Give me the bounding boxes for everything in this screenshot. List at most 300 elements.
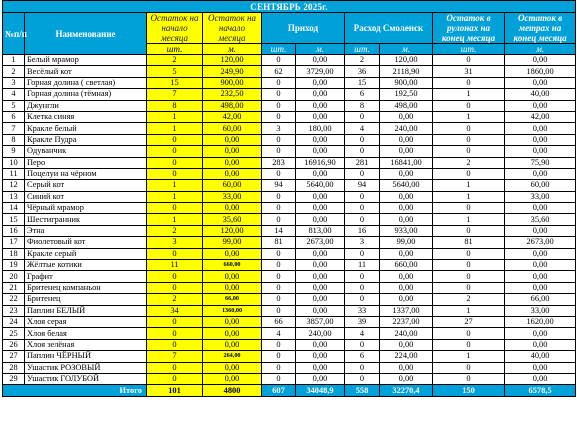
row-end-rolls[interactable]: 0 xyxy=(433,339,505,350)
subheader-unit[interactable]: шт. xyxy=(262,44,296,55)
row-name[interactable]: Паплин ЧЁРНЫЙ xyxy=(25,351,147,362)
row-end-rolls[interactable]: 0 xyxy=(433,328,505,339)
row-outgo-m[interactable]: 2118,90 xyxy=(380,66,433,77)
row-end-rolls[interactable]: 0 xyxy=(433,100,505,111)
row-start-m[interactable]: 120,00 xyxy=(203,225,262,236)
row-income-qty[interactable]: 0 xyxy=(262,55,296,66)
row-income-m[interactable]: 0,00 xyxy=(296,351,345,362)
row-name[interactable]: Бритенец xyxy=(25,294,147,305)
row-outgo-qty[interactable]: 39 xyxy=(345,316,380,327)
row-income-qty[interactable]: 0 xyxy=(262,146,296,157)
row-income-qty[interactable]: 0 xyxy=(262,294,296,305)
row-income-m[interactable]: 0,00 xyxy=(296,89,345,100)
row-number[interactable]: 4 xyxy=(3,89,25,100)
row-end-m[interactable]: 1620,00 xyxy=(505,316,576,327)
row-name[interactable]: Ушастик РОЗОВЫЙ xyxy=(25,362,147,373)
row-outgo-m[interactable]: 0,00 xyxy=(380,134,433,145)
row-outgo-m[interactable]: 0,00 xyxy=(380,191,433,202)
row-outgo-qty[interactable]: 15 xyxy=(345,77,380,88)
row-start-qty[interactable]: 2 xyxy=(147,55,203,66)
row-end-m[interactable]: 0,00 xyxy=(505,271,576,282)
row-start-m[interactable]: 42,00 xyxy=(203,111,262,122)
row-end-rolls[interactable]: 27 xyxy=(433,316,505,327)
row-income-m[interactable]: 0,00 xyxy=(296,77,345,88)
row-outgo-m[interactable]: 900,00 xyxy=(380,77,433,88)
row-start-qty[interactable]: 0 xyxy=(147,282,203,293)
row-start-qty[interactable]: 1 xyxy=(147,191,203,202)
header-start-m[interactable]: Остаток на начало месяца xyxy=(203,13,262,44)
row-end-m[interactable]: 0,00 xyxy=(505,134,576,145)
row-outgo-qty[interactable]: 6 xyxy=(345,89,380,100)
row-end-m[interactable]: 75,90 xyxy=(505,157,576,168)
row-end-rolls[interactable]: 2 xyxy=(433,157,505,168)
row-outgo-qty[interactable]: 36 xyxy=(345,66,380,77)
row-end-rolls[interactable]: 1 xyxy=(433,351,505,362)
row-start-m[interactable]: 660,00 xyxy=(203,260,262,271)
row-outgo-m[interactable]: 0,00 xyxy=(380,248,433,259)
row-income-m[interactable]: 813,00 xyxy=(296,225,345,236)
row-start-m[interactable]: 1360,00 xyxy=(203,305,262,316)
row-start-m[interactable]: 0,00 xyxy=(203,134,262,145)
row-number[interactable]: 14 xyxy=(3,203,25,214)
row-start-qty[interactable]: 3 xyxy=(147,237,203,248)
row-income-m[interactable]: 0,00 xyxy=(296,305,345,316)
row-end-m[interactable]: 33,00 xyxy=(505,305,576,316)
row-start-qty[interactable]: 7 xyxy=(147,351,203,362)
row-outgo-m[interactable]: 240,00 xyxy=(380,123,433,134)
row-income-qty[interactable]: 0 xyxy=(262,362,296,373)
row-number[interactable]: 13 xyxy=(3,191,25,202)
row-end-m[interactable]: 0,00 xyxy=(505,55,576,66)
row-end-m[interactable]: 0,00 xyxy=(505,373,576,384)
row-name[interactable]: Ушастик ГОЛУБОЙ xyxy=(25,373,147,384)
row-outgo-qty[interactable]: 0 xyxy=(345,191,380,202)
row-income-m[interactable]: 0,00 xyxy=(296,214,345,225)
row-income-m[interactable]: 0,00 xyxy=(296,260,345,271)
row-end-rolls[interactable]: 1 xyxy=(433,191,505,202)
row-start-m[interactable]: 0,00 xyxy=(203,146,262,157)
row-income-m[interactable]: 0,00 xyxy=(296,294,345,305)
row-number[interactable]: 18 xyxy=(3,248,25,259)
row-outgo-qty[interactable]: 3 xyxy=(345,237,380,248)
row-end-m[interactable]: 60,00 xyxy=(505,180,576,191)
subheader-unit[interactable]: м. xyxy=(380,44,433,55)
row-income-m[interactable]: 3729,00 xyxy=(296,66,345,77)
row-outgo-qty[interactable]: 11 xyxy=(345,260,380,271)
subheader-unit[interactable]: м. xyxy=(505,44,576,55)
row-number[interactable]: 9 xyxy=(3,146,25,157)
row-income-qty[interactable]: 0 xyxy=(262,248,296,259)
row-income-qty[interactable]: 3 xyxy=(262,123,296,134)
row-end-m[interactable]: 2673,00 xyxy=(505,237,576,248)
row-income-qty[interactable]: 4 xyxy=(262,328,296,339)
row-name[interactable]: Графит xyxy=(25,271,147,282)
row-name[interactable]: Кракле Пудра xyxy=(25,134,147,145)
row-start-m[interactable]: 66,00 xyxy=(203,294,262,305)
row-outgo-qty[interactable]: 0 xyxy=(345,214,380,225)
row-end-m[interactable]: 35,60 xyxy=(505,214,576,225)
totals-outgo-qty[interactable]: 558 xyxy=(345,385,380,397)
row-name[interactable]: Чёрный мрамор xyxy=(25,203,147,214)
row-number[interactable]: 10 xyxy=(3,157,25,168)
row-outgo-m[interactable]: 0,00 xyxy=(380,214,433,225)
row-name[interactable]: Горная долина (тёмная) xyxy=(25,89,147,100)
row-start-m[interactable]: 35,60 xyxy=(203,214,262,225)
row-outgo-m[interactable]: 933,00 xyxy=(380,225,433,236)
row-start-m[interactable]: 0,00 xyxy=(203,203,262,214)
row-end-m[interactable]: 0,00 xyxy=(505,260,576,271)
row-income-qty[interactable]: 0 xyxy=(262,271,296,282)
row-start-m[interactable]: 99,00 xyxy=(203,237,262,248)
row-income-m[interactable]: 0,00 xyxy=(296,203,345,214)
row-start-qty[interactable]: 0 xyxy=(147,134,203,145)
row-outgo-m[interactable]: 0,00 xyxy=(380,168,433,179)
row-start-m[interactable]: 0,00 xyxy=(203,316,262,327)
row-outgo-m[interactable]: 16841,00 xyxy=(380,157,433,168)
header-outgo[interactable]: Расход Смоленск xyxy=(345,13,433,44)
row-start-qty[interactable]: 1 xyxy=(147,123,203,134)
row-number[interactable]: 23 xyxy=(3,305,25,316)
row-end-rolls[interactable]: 0 xyxy=(433,282,505,293)
row-end-rolls[interactable]: 0 xyxy=(433,373,505,384)
row-outgo-m[interactable]: 0,00 xyxy=(380,339,433,350)
row-start-qty[interactable]: 0 xyxy=(147,339,203,350)
row-name[interactable]: Поцелуи на чёрном xyxy=(25,168,147,179)
row-outgo-qty[interactable]: 4 xyxy=(345,123,380,134)
row-end-m[interactable]: 40,00 xyxy=(505,351,576,362)
row-outgo-qty[interactable]: 33 xyxy=(345,305,380,316)
row-start-qty[interactable]: 0 xyxy=(147,316,203,327)
row-end-rolls[interactable]: 31 xyxy=(433,66,505,77)
row-outgo-m[interactable]: 0,00 xyxy=(380,294,433,305)
row-outgo-qty[interactable]: 2 xyxy=(345,55,380,66)
header-end-rolls[interactable]: Остаток в рулонах на конец месяца xyxy=(433,13,505,44)
row-outgo-qty[interactable]: 0 xyxy=(345,282,380,293)
header-end-m[interactable]: Остаток в метрах на конец месяца xyxy=(505,13,576,44)
row-end-m[interactable]: 1860,00 xyxy=(505,66,576,77)
row-end-m[interactable]: 0,00 xyxy=(505,100,576,111)
row-number[interactable]: 1 xyxy=(3,55,25,66)
subheader-unit[interactable]: шт. xyxy=(147,44,203,55)
row-number[interactable]: 27 xyxy=(3,351,25,362)
subheader-unit[interactable]: шт. xyxy=(345,44,380,55)
row-income-qty[interactable]: 0 xyxy=(262,373,296,384)
row-end-rolls[interactable]: 1 xyxy=(433,111,505,122)
row-income-qty[interactable]: 62 xyxy=(262,66,296,77)
row-income-qty[interactable]: 0 xyxy=(262,168,296,179)
row-outgo-m[interactable]: 224,00 xyxy=(380,351,433,362)
row-start-qty[interactable]: 0 xyxy=(147,373,203,384)
row-name[interactable]: Бритенец компаньон xyxy=(25,282,147,293)
subheader-unit[interactable]: шт. xyxy=(433,44,505,55)
row-income-qty[interactable]: 0 xyxy=(262,339,296,350)
row-end-rolls[interactable]: 0 xyxy=(433,225,505,236)
row-number[interactable]: 22 xyxy=(3,294,25,305)
row-name[interactable]: Хлоя серая xyxy=(25,316,147,327)
row-outgo-qty[interactable]: 0 xyxy=(345,134,380,145)
row-income-qty[interactable]: 0 xyxy=(262,134,296,145)
row-start-qty[interactable]: 0 xyxy=(147,168,203,179)
row-start-qty[interactable]: 15 xyxy=(147,77,203,88)
row-income-m[interactable]: 0,00 xyxy=(296,271,345,282)
row-end-rolls[interactable]: 0 xyxy=(433,146,505,157)
row-name[interactable]: Джунгли xyxy=(25,100,147,111)
row-end-rolls[interactable]: 0 xyxy=(433,77,505,88)
row-end-m[interactable]: 0,00 xyxy=(505,77,576,88)
row-start-m[interactable]: 900,00 xyxy=(203,77,262,88)
row-end-m[interactable]: 0,00 xyxy=(505,339,576,350)
row-start-m[interactable]: 33,00 xyxy=(203,191,262,202)
row-end-m[interactable]: 0,00 xyxy=(505,248,576,259)
row-end-m[interactable]: 0,00 xyxy=(505,203,576,214)
row-start-qty[interactable]: 1 xyxy=(147,180,203,191)
row-name[interactable]: Шестигранник xyxy=(25,214,147,225)
row-income-qty[interactable]: 0 xyxy=(262,203,296,214)
row-outgo-qty[interactable]: 0 xyxy=(345,271,380,282)
row-name[interactable]: Синий кот xyxy=(25,191,147,202)
row-number[interactable]: 24 xyxy=(3,316,25,327)
row-number[interactable]: 3 xyxy=(3,77,25,88)
row-number[interactable]: 11 xyxy=(3,168,25,179)
row-outgo-m[interactable]: 660,00 xyxy=(380,260,433,271)
row-end-rolls[interactable]: 0 xyxy=(433,271,505,282)
row-start-m[interactable]: 498,00 xyxy=(203,100,262,111)
row-end-m[interactable]: 0,00 xyxy=(505,146,576,157)
row-outgo-qty[interactable]: 0 xyxy=(345,373,380,384)
row-start-m[interactable]: 60,00 xyxy=(203,123,262,134)
row-income-m[interactable]: 0,00 xyxy=(296,339,345,350)
totals-start-qty[interactable]: 101 xyxy=(147,385,203,397)
row-end-m[interactable]: 0,00 xyxy=(505,282,576,293)
row-number[interactable]: 25 xyxy=(3,328,25,339)
header-name[interactable]: Наименование xyxy=(25,13,147,55)
row-outgo-qty[interactable]: 0 xyxy=(345,111,380,122)
row-end-m[interactable]: 0,00 xyxy=(505,362,576,373)
row-income-m[interactable]: 5640,00 xyxy=(296,180,345,191)
row-outgo-m[interactable]: 99,00 xyxy=(380,237,433,248)
row-end-rolls[interactable]: 81 xyxy=(433,237,505,248)
row-income-qty[interactable]: 283 xyxy=(262,157,296,168)
row-outgo-m[interactable]: 240,00 xyxy=(380,328,433,339)
row-end-m[interactable]: 42,00 xyxy=(505,111,576,122)
row-end-m[interactable]: 40,00 xyxy=(505,89,576,100)
row-number[interactable]: 21 xyxy=(3,282,25,293)
row-start-m[interactable]: 249,90 xyxy=(203,66,262,77)
totals-income-m[interactable]: 34048,9 xyxy=(296,385,345,397)
row-outgo-qty[interactable]: 281 xyxy=(345,157,380,168)
row-start-m[interactable]: 60,00 xyxy=(203,180,262,191)
row-number[interactable]: 19 xyxy=(3,260,25,271)
row-income-qty[interactable]: 0 xyxy=(262,111,296,122)
row-outgo-m[interactable]: 0,00 xyxy=(380,111,433,122)
row-outgo-qty[interactable]: 0 xyxy=(345,362,380,373)
row-end-m[interactable]: 66,00 xyxy=(505,294,576,305)
row-start-m[interactable]: 0,00 xyxy=(203,157,262,168)
row-outgo-qty[interactable]: 6 xyxy=(345,351,380,362)
row-income-m[interactable]: 180,00 xyxy=(296,123,345,134)
row-start-qty[interactable]: 1 xyxy=(147,214,203,225)
row-outgo-qty[interactable]: 0 xyxy=(345,339,380,350)
row-income-qty[interactable]: 0 xyxy=(262,305,296,316)
row-name[interactable]: Хлоя белая xyxy=(25,328,147,339)
row-income-m[interactable]: 240,00 xyxy=(296,328,345,339)
row-income-qty[interactable]: 94 xyxy=(262,180,296,191)
row-outgo-m[interactable]: 120,00 xyxy=(380,55,433,66)
row-number[interactable]: 29 xyxy=(3,373,25,384)
totals-start-m[interactable]: 4800 xyxy=(203,385,262,397)
row-name[interactable]: Жёлтые котики xyxy=(25,260,147,271)
row-end-rolls[interactable]: 1 xyxy=(433,214,505,225)
row-outgo-m[interactable]: 0,00 xyxy=(380,362,433,373)
row-number[interactable]: 5 xyxy=(3,100,25,111)
row-start-qty[interactable]: 0 xyxy=(147,362,203,373)
header-start-qty[interactable]: Остаток на начало месяца xyxy=(147,13,203,44)
row-name[interactable]: Кракле серый xyxy=(25,248,147,259)
row-income-qty[interactable]: 66 xyxy=(262,316,296,327)
row-income-m[interactable]: 0,00 xyxy=(296,282,345,293)
row-outgo-m[interactable]: 192,50 xyxy=(380,89,433,100)
row-number[interactable]: 2 xyxy=(3,66,25,77)
row-start-qty[interactable]: 7 xyxy=(147,89,203,100)
row-end-rolls[interactable]: 1 xyxy=(433,305,505,316)
row-end-rolls[interactable]: 2 xyxy=(433,294,505,305)
row-end-m[interactable]: 33,00 xyxy=(505,191,576,202)
row-outgo-qty[interactable]: 4 xyxy=(345,328,380,339)
header-num[interactable]: №п/п xyxy=(3,13,25,55)
row-name[interactable]: Клетка синяя xyxy=(25,111,147,122)
row-name[interactable]: Паплин БЕЛЫЙ xyxy=(25,305,147,316)
row-income-m[interactable]: 0,00 xyxy=(296,248,345,259)
row-end-rolls[interactable]: 1 xyxy=(433,180,505,191)
totals-end-rolls[interactable]: 150 xyxy=(433,385,505,397)
row-end-rolls[interactable]: 0 xyxy=(433,55,505,66)
row-outgo-qty[interactable]: 0 xyxy=(345,248,380,259)
row-start-m[interactable]: 0,00 xyxy=(203,271,262,282)
row-number[interactable]: 12 xyxy=(3,180,25,191)
row-income-m[interactable]: 3857,00 xyxy=(296,316,345,327)
row-start-m[interactable]: 0,00 xyxy=(203,248,262,259)
row-start-qty[interactable]: 0 xyxy=(147,271,203,282)
totals-end-m[interactable]: 6578,5 xyxy=(505,385,576,397)
row-outgo-m[interactable]: 5640,00 xyxy=(380,180,433,191)
row-start-qty[interactable]: 5 xyxy=(147,66,203,77)
row-start-qty[interactable]: 0 xyxy=(147,328,203,339)
row-name[interactable]: Горная долина ( светлая) xyxy=(25,77,147,88)
row-income-qty[interactable]: 0 xyxy=(262,191,296,202)
row-outgo-m[interactable]: 0,00 xyxy=(380,373,433,384)
row-income-qty[interactable]: 0 xyxy=(262,89,296,100)
row-number[interactable]: 28 xyxy=(3,362,25,373)
row-name[interactable]: Весёлый кот xyxy=(25,66,147,77)
row-income-qty[interactable]: 81 xyxy=(262,237,296,248)
totals-label[interactable]: Итого xyxy=(3,385,147,397)
row-outgo-m[interactable]: 0,00 xyxy=(380,282,433,293)
row-income-m[interactable]: 0,00 xyxy=(296,134,345,145)
row-start-m[interactable]: 264,00 xyxy=(203,351,262,362)
row-end-m[interactable]: 0,00 xyxy=(505,328,576,339)
row-outgo-qty[interactable]: 16 xyxy=(345,225,380,236)
row-start-m[interactable]: 0,00 xyxy=(203,328,262,339)
row-outgo-qty[interactable]: 0 xyxy=(345,168,380,179)
row-name[interactable]: Белый мрамор xyxy=(25,55,147,66)
row-start-qty[interactable]: 2 xyxy=(147,225,203,236)
row-income-qty[interactable]: 0 xyxy=(262,351,296,362)
row-number[interactable]: 26 xyxy=(3,339,25,350)
row-start-qty[interactable]: 1 xyxy=(147,111,203,122)
row-number[interactable]: 20 xyxy=(3,271,25,282)
row-income-m[interactable]: 0,00 xyxy=(296,100,345,111)
row-number[interactable]: 16 xyxy=(3,225,25,236)
row-income-m[interactable]: 0,00 xyxy=(296,362,345,373)
row-income-m[interactable]: 0,00 xyxy=(296,111,345,122)
row-income-m[interactable]: 0,00 xyxy=(296,168,345,179)
row-outgo-qty[interactable]: 0 xyxy=(345,146,380,157)
row-start-qty[interactable]: 8 xyxy=(147,100,203,111)
row-end-rolls[interactable]: 0 xyxy=(433,248,505,259)
row-income-m[interactable]: 0,00 xyxy=(296,373,345,384)
row-start-m[interactable]: 0,00 xyxy=(203,362,262,373)
row-name[interactable]: Хлоя зелёная xyxy=(25,339,147,350)
row-end-rolls[interactable]: 0 xyxy=(433,123,505,134)
row-start-qty[interactable]: 34 xyxy=(147,305,203,316)
row-income-m[interactable]: 0,00 xyxy=(296,55,345,66)
subheader-unit[interactable]: м. xyxy=(203,44,262,55)
row-name[interactable]: Одуванчик xyxy=(25,146,147,157)
row-income-qty[interactable]: 0 xyxy=(262,77,296,88)
row-start-m[interactable]: 232,50 xyxy=(203,89,262,100)
subheader-unit[interactable]: м. xyxy=(296,44,345,55)
totals-outgo-m[interactable]: 32270,4 xyxy=(380,385,433,397)
row-outgo-m[interactable]: 0,00 xyxy=(380,146,433,157)
row-outgo-qty[interactable]: 8 xyxy=(345,100,380,111)
row-income-qty[interactable]: 14 xyxy=(262,225,296,236)
row-end-rolls[interactable]: 1 xyxy=(433,89,505,100)
row-income-qty[interactable]: 0 xyxy=(262,282,296,293)
row-name[interactable]: Этна xyxy=(25,225,147,236)
row-number[interactable]: 7 xyxy=(3,123,25,134)
row-outgo-qty[interactable]: 0 xyxy=(345,203,380,214)
row-start-qty[interactable]: 0 xyxy=(147,248,203,259)
row-outgo-qty[interactable]: 0 xyxy=(345,294,380,305)
row-end-m[interactable]: 0,00 xyxy=(505,168,576,179)
row-start-qty[interactable]: 0 xyxy=(147,146,203,157)
row-income-m[interactable]: 2673,00 xyxy=(296,237,345,248)
row-name[interactable]: Кракле белый xyxy=(25,123,147,134)
row-start-m[interactable]: 0,00 xyxy=(203,373,262,384)
row-income-qty[interactable]: 0 xyxy=(262,260,296,271)
row-start-qty[interactable]: 0 xyxy=(147,157,203,168)
row-outgo-qty[interactable]: 94 xyxy=(345,180,380,191)
totals-income-qty[interactable]: 607 xyxy=(262,385,296,397)
row-start-m[interactable]: 0,00 xyxy=(203,168,262,179)
row-outgo-m[interactable]: 498,00 xyxy=(380,100,433,111)
row-outgo-m[interactable]: 2237,00 xyxy=(380,316,433,327)
row-number[interactable]: 8 xyxy=(3,134,25,145)
row-name[interactable]: Перо xyxy=(25,157,147,168)
row-number[interactable]: 15 xyxy=(3,214,25,225)
row-end-rolls[interactable]: 0 xyxy=(433,168,505,179)
row-end-rolls[interactable]: 0 xyxy=(433,362,505,373)
row-income-qty[interactable]: 0 xyxy=(262,214,296,225)
row-name[interactable]: Серый кот xyxy=(25,180,147,191)
row-number[interactable]: 6 xyxy=(3,111,25,122)
row-outgo-m[interactable]: 0,00 xyxy=(380,203,433,214)
sheet-title[interactable]: СЕНТЯБРЬ 2025г. xyxy=(3,1,576,13)
row-end-rolls[interactable]: 0 xyxy=(433,260,505,271)
row-outgo-m[interactable]: 0,00 xyxy=(380,271,433,282)
row-name[interactable]: Фиолетовый кот xyxy=(25,237,147,248)
row-income-m[interactable]: 0,00 xyxy=(296,146,345,157)
